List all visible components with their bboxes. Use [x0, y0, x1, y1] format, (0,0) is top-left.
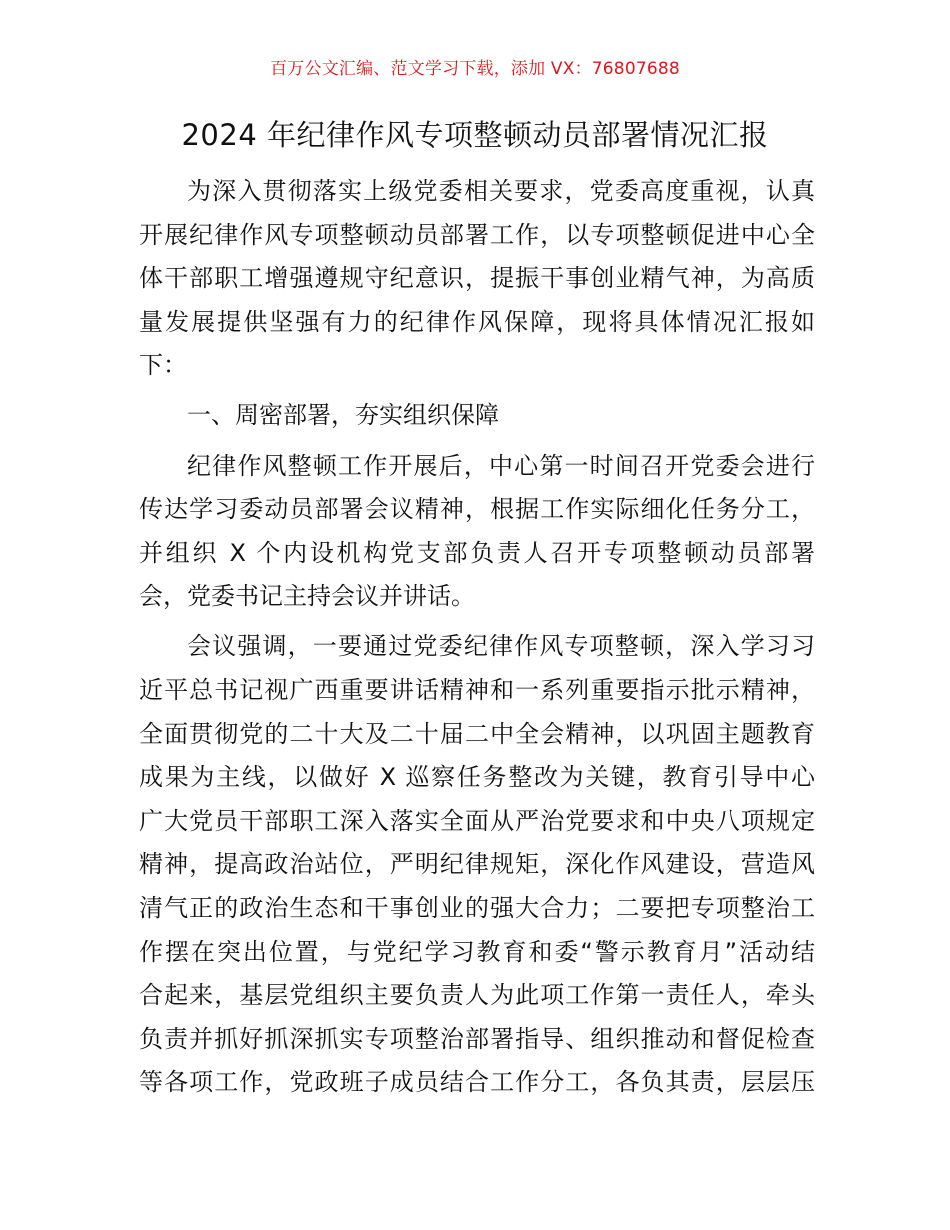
text-line: 会议强调，一要通过党委纪律作风专项整顿，深入学习习	[187, 632, 815, 661]
paragraph-deployment	[139, 445, 815, 619]
document-body	[139, 170, 815, 1105]
text-line: 清气正的政治生态和干事创业的强大合力；二要把专项整治工	[139, 894, 815, 922]
text-line: 精神，提高政治站位，严明纪律规矩，深化作风建设，营造风	[139, 850, 815, 879]
text-line: 开展纪律作风专项整顿动员部署工作，以专项整顿促进中心全	[139, 220, 815, 249]
text-line: 传达学习委动员部署会议精神，根据工作实际细化任务分工，	[139, 495, 815, 524]
section-heading-text: 一、周密部署，夯实组织保障	[187, 401, 499, 430]
section-heading-1	[139, 394, 815, 438]
text-line: 体干部职工增强遵规守纪意识，提振干事创业精气神，为高质	[139, 264, 815, 293]
text-line: 近平总书记视广西重要讲话精神和一系列重要指示批示精神，	[139, 676, 815, 705]
paragraph-meeting-emphasis	[139, 625, 815, 1105]
text-line: 全面贯彻党的二十大及二十届二中全会精神，以巩固主题教育	[139, 719, 815, 748]
text-line: 成果为主线，以做好 X 巡察任务整改为关键，教育引导中心	[139, 763, 815, 792]
document-title: 2024 年纪律作风专项整顿动员部署情况汇报	[181, 118, 769, 152]
text-line: 下：	[139, 351, 187, 380]
watermark-banner: 百万公文汇编、范文学习下载，添加 VX：76807688	[270, 59, 680, 79]
text-line: 合起来，基层党组织主要负责人为此项工作第一责任人，牵头	[139, 981, 815, 1010]
text-line: 量发展提供坚强有力的纪律作风保障，现将具体情况汇报如	[139, 307, 815, 336]
text-line: 并组织 X 个内设机构党支部负责人召开专项整顿动员部署	[139, 538, 815, 567]
text-line: 负责并抓好抓深抓实专项整治部署指导、组织推动和督促检查	[139, 1024, 815, 1053]
text-line: 会，党委书记主持会议并讲话。	[139, 582, 475, 611]
text-line: 等各项工作，党政班子成员结合工作分工，各负其责，层层压	[139, 1068, 815, 1097]
text-line: 作摆在突出位置，与党纪学习教育和委“警示教育月”活动结	[139, 937, 815, 966]
paragraph-intro	[139, 170, 815, 388]
text-line: 广大党员干部职工深入落实全面从严治党要求和中央八项规定	[139, 806, 815, 835]
text-line: 纪律作风整顿工作开展后，中心第一时间召开党委会进行	[187, 451, 815, 480]
text-line: 为深入贯彻落实上级党委相关要求，党委高度重视，认真	[187, 177, 815, 205]
